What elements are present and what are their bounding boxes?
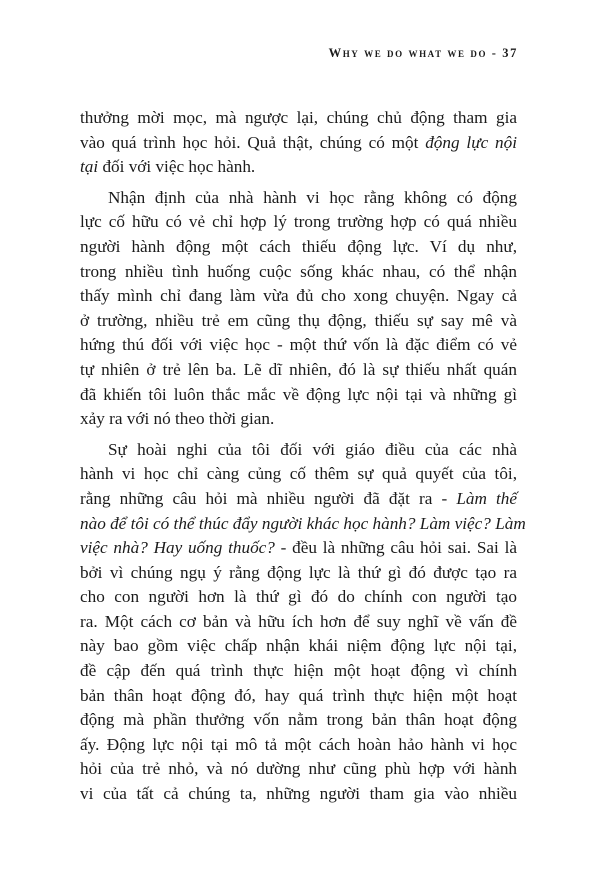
running-header-separator: - (491, 46, 498, 60)
emphasis: nào để tôi có thể thúc đẩy người khác học hành? Làm việc? Làm (80, 513, 526, 533)
text-line (80, 512, 526, 537)
text-line: việc nhà? Hay uống thuốc? - đều là những câu hỏi sai. Sai là (80, 538, 517, 558)
emphasis: động lực nội (425, 132, 517, 152)
text-line: cho con người hơn là thứ gì đó do chính con người tạo (80, 587, 517, 607)
text-line: rằng những câu hỏi mà nhiều người đã đặt ra - Làm thế (80, 488, 518, 508)
text-line: trong nhiều tình huống cuộc sống khác nhau, có thể nhận (80, 261, 517, 281)
text-line: tại đối với việc học hành. (80, 157, 256, 177)
text-line: hỏi của trẻ nhỏ, và nó dường như cũng phù hợp với hành (80, 759, 517, 779)
text-line: tự nhiên ở trẻ lên ba. Lẽ dĩ nhiên, đó là sự thiếu nhất quán (80, 359, 517, 379)
text-line: ấy. Động lực nội tại mô tả một cách hoàn hảo hành vi học (80, 734, 517, 754)
text-line: động mà phần thưởng vốn nằm trong bản thân hoạt động (80, 710, 517, 730)
body-text (80, 106, 526, 813)
emphasis: Làm thế (456, 488, 518, 508)
emphasis: tại (80, 157, 99, 177)
running-header-title: Why we do what we do (328, 46, 488, 60)
text-line: Sự hoài nghi của tôi đối với giáo điều của các nhà (108, 439, 517, 459)
emphasis: việc nhà? Hay uống thuốc? (80, 538, 275, 558)
text-line: này bao gồm việc chấp nhận khái niệm động lực nội tại, (80, 636, 517, 656)
running-header (329, 46, 518, 61)
text-line: lực cố hữu có vẻ chỉ hợp lý trong trường hợp có quá nhiều (80, 212, 517, 232)
paragraph (80, 438, 526, 807)
page-number: 37 (502, 46, 518, 60)
text-line: đã khiến tôi luôn thắc mắc về động lực nội tại và những gì (80, 384, 517, 404)
paragraph (80, 186, 517, 432)
text-line: Nhận định của nhà hành vi học rằng không có động (108, 187, 517, 207)
text-line: ở trường, nhiều trẻ em cũng thụ động, thiếu sự say mê và (80, 310, 517, 330)
text-line: hứng thú đối với việc học - một thứ vốn là đặc điểm có vẻ (80, 335, 517, 355)
text-line: người hành động một cách thiếu động lực. Ví dụ như, (80, 236, 517, 256)
text-line: ra. Một cách cơ bản và hữu ích hơn để suy nghĩ về vấn đề (80, 611, 517, 631)
text-line: bản thân hoạt động đó, hay quá trình thực hiện một hoạt (80, 685, 517, 705)
text-line: đề cập đến quá trình thực hiện một hoạt động vì chính (80, 661, 517, 681)
paragraph (80, 106, 517, 180)
text-line: thấy mình chỉ đang làm vừa đủ cho xong chuyện. Ngay cả (80, 286, 517, 306)
text-line: hành vi học chỉ càng củng cố thêm sự quả quyết của tôi, (80, 464, 517, 484)
text-line: thưởng mời mọc, mà ngược lại, chúng chủ động tham gia (80, 108, 517, 127)
text-line: xảy ra với nó theo thời gian. (80, 409, 275, 429)
text-line: vào quá trình học hỏi. Quả thật, chúng có một động lực nội (80, 132, 517, 152)
text-line: bởi vì chúng ngụ ý rằng động lực là thứ gì đó được tạo ra (80, 562, 517, 582)
text-line: vi của tất cả chúng ta, những người tham gia vào nhiều (80, 784, 517, 804)
